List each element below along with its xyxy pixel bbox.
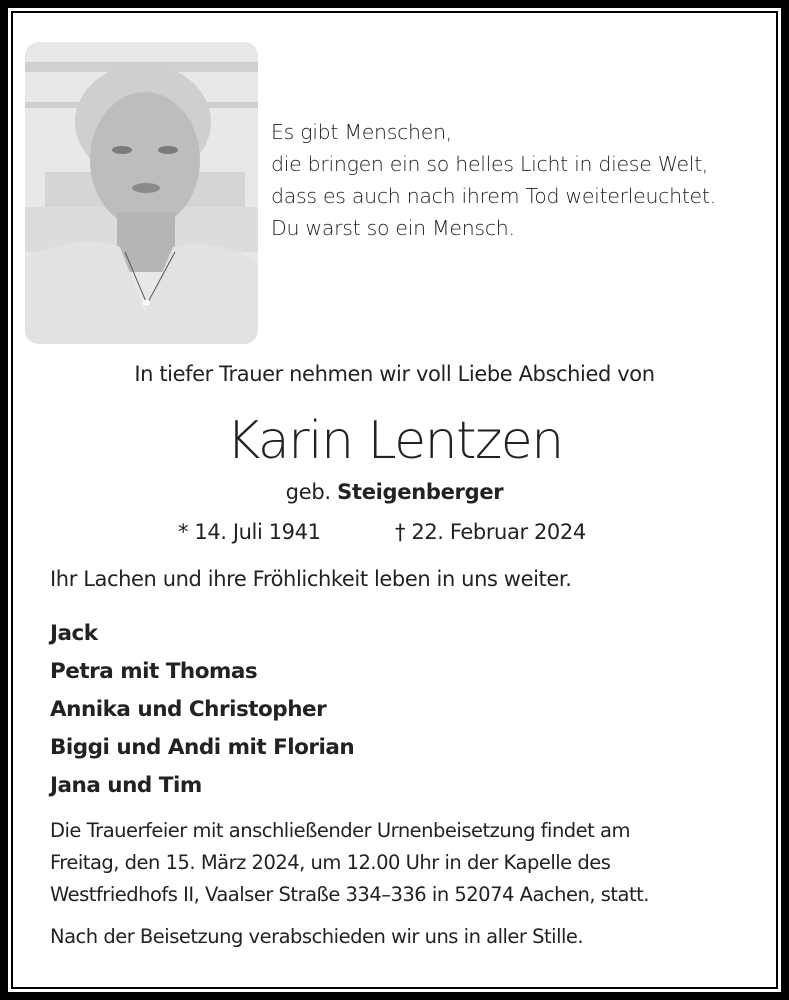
birth-name-prefix: geb. (285, 480, 331, 504)
birth-name: Steigenberger (337, 480, 504, 504)
quote-line: Du warst so ein Mensch. (271, 216, 515, 240)
deceased-name: Karin Lentzen (226, 411, 563, 471)
quote-line: Es gibt Menschen, (271, 120, 452, 144)
portrait-photo-icon (25, 42, 258, 344)
mourner-item: Petra mit Thomas (50, 659, 258, 684)
quote-line: dass es auch nach ihrem Tod weiterleuchtet. (271, 184, 716, 208)
intro-text: In tiefer Trauer nehmen wir voll Liebe Abschied von (134, 362, 655, 386)
mourner-item: Annika und Christopher (50, 697, 327, 722)
portrait-photo (25, 42, 258, 344)
mourner-item: Jack (50, 621, 98, 646)
mourner-item: Jana und Tim (50, 773, 202, 798)
service-info-line: Freitag, den 15. März 2024, um 12.00 Uhr in der Kapelle des (50, 851, 611, 874)
service-info-line: Die Trauerfeier mit anschließender Urnenbeisetzung findet am (50, 819, 630, 842)
quote-line: die bringen ein so helles Licht in diese Welt, (271, 152, 709, 176)
death-date: † 22. Februar 2024 (395, 520, 586, 544)
birth-name-line (0, 480, 789, 504)
closing-line: Nach der Beisetzung verabschieden wir uns in aller Stille. (50, 925, 584, 948)
service-info (50, 815, 649, 911)
mourner-item: Biggi und Andi mit Florian (50, 735, 355, 760)
birth-date: * 14. Juli 1941 (178, 520, 321, 544)
memorial-line: Ihr Lachen und ihre Fröhlichkeit leben in uns weiter. (50, 567, 572, 591)
service-info-line: Westfriedhofs II, Vaalser Straße 334–336 in 52074 Aachen, statt. (50, 883, 649, 906)
mourners-list (50, 615, 354, 805)
quote-block (271, 116, 716, 244)
